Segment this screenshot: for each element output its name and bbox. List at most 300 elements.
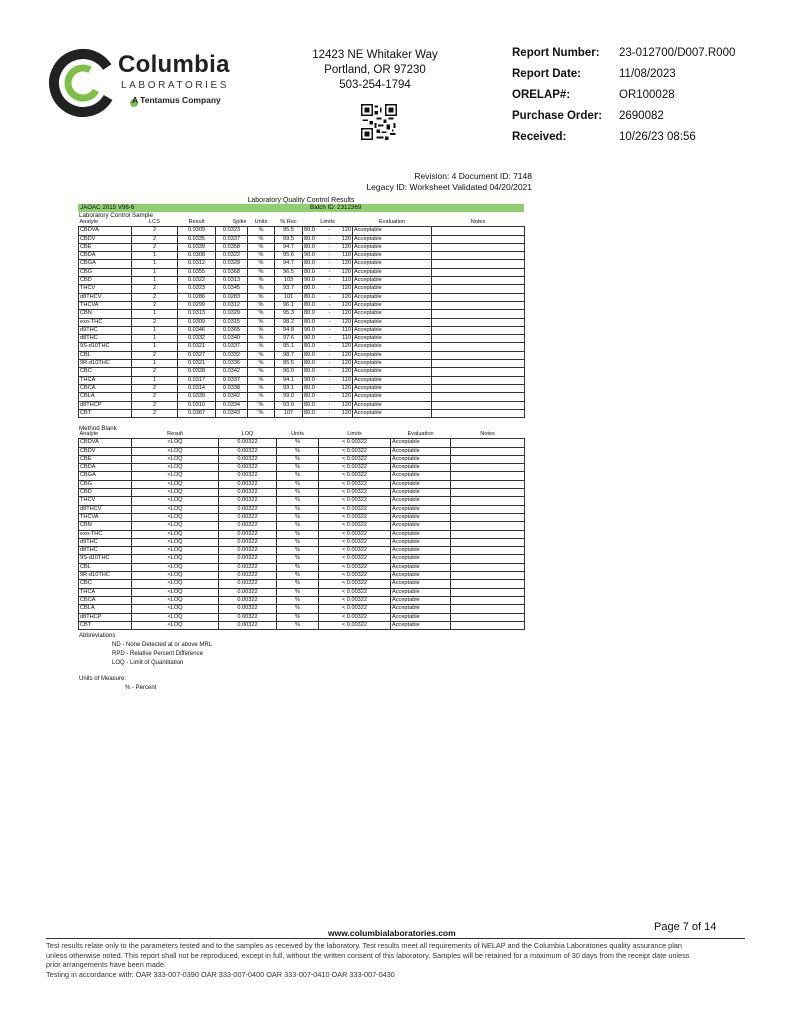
table-cell: Acceptable bbox=[353, 401, 432, 409]
table-cell: % bbox=[248, 368, 275, 376]
table-cell: 80.0 bbox=[303, 343, 323, 351]
table-cell: % bbox=[277, 439, 319, 447]
table-cell: 0.0283 bbox=[216, 293, 248, 301]
table-cell: CBDV bbox=[79, 235, 132, 243]
table-cell: 1 bbox=[132, 335, 178, 343]
table-cell: - bbox=[323, 252, 337, 260]
table-cell: Acceptable bbox=[391, 489, 451, 497]
table-cell: 80.0 bbox=[303, 260, 323, 268]
notes-cell bbox=[451, 522, 525, 530]
table-cell: - bbox=[323, 260, 337, 268]
table-cell: - bbox=[323, 277, 337, 285]
notes-cell bbox=[451, 538, 525, 546]
notes-cell bbox=[432, 243, 525, 251]
table-cell: - bbox=[323, 318, 337, 326]
table-cell: 80.0 bbox=[303, 360, 323, 368]
table-cell: % bbox=[277, 555, 319, 563]
meta-label: Received: bbox=[512, 131, 567, 143]
table-cell: 110 bbox=[337, 326, 353, 334]
table-cell: 0.0346 bbox=[178, 326, 216, 334]
table-cell: exo-THC bbox=[79, 318, 132, 326]
table-cell: <LOQ bbox=[132, 605, 219, 613]
table-cell: Acceptable bbox=[391, 497, 451, 505]
notes-cell bbox=[451, 547, 525, 555]
table-cell: 99.5 bbox=[275, 235, 303, 243]
table-cell: 94.1 bbox=[275, 376, 303, 384]
table-cell: % bbox=[277, 538, 319, 546]
notes-cell bbox=[451, 455, 525, 463]
notes-cell bbox=[432, 360, 525, 368]
table-row bbox=[79, 335, 525, 343]
table-cell: Acceptable bbox=[391, 480, 451, 488]
table-cell: 0.00322 bbox=[219, 480, 277, 488]
notes-cell bbox=[451, 563, 525, 571]
table-cell: 93.1 bbox=[275, 384, 303, 392]
table-cell: < 0.00322 bbox=[319, 439, 391, 447]
table-cell: 96.1 bbox=[275, 301, 303, 309]
table-cell: CBT bbox=[79, 621, 132, 629]
table-cell: 103 bbox=[275, 277, 303, 285]
table-cell: 0.0314 bbox=[178, 384, 216, 392]
table-cell: < 0.00322 bbox=[319, 605, 391, 613]
table-cell: 0.0329 bbox=[216, 310, 248, 318]
table-cell: 2 bbox=[132, 318, 178, 326]
notes-cell bbox=[432, 401, 525, 409]
table-cell: 80.0 bbox=[303, 285, 323, 293]
table-row bbox=[79, 268, 525, 276]
table-cell: < 0.00322 bbox=[319, 522, 391, 530]
column-header: Result bbox=[167, 431, 183, 437]
table-cell: 1 bbox=[132, 326, 178, 334]
table-cell: <LOQ bbox=[132, 613, 219, 621]
table-cell: 120 bbox=[337, 285, 353, 293]
table-cell: 0.00322 bbox=[219, 580, 277, 588]
table-cell: 0.00322 bbox=[219, 538, 277, 546]
table-cell: - bbox=[323, 235, 337, 243]
table-cell: < 0.00322 bbox=[319, 580, 391, 588]
table-cell: 120 bbox=[337, 235, 353, 243]
column-header: Notes bbox=[480, 431, 495, 437]
table-row bbox=[79, 530, 525, 538]
meta-value: 11/08/2023 bbox=[619, 68, 676, 80]
table-cell: <LOQ bbox=[132, 547, 219, 555]
table-row bbox=[79, 326, 525, 334]
table-cell: 94.8 bbox=[275, 326, 303, 334]
brand-tagline: A Tentamus Company bbox=[132, 95, 221, 105]
meta-label: Purchase Order: bbox=[512, 110, 603, 122]
table-cell: Acceptable bbox=[353, 301, 432, 309]
table-cell: 0.0312 bbox=[216, 301, 248, 309]
table-cell: 107 bbox=[275, 409, 303, 417]
table-cell: < 0.00322 bbox=[319, 455, 391, 463]
table-cell: Acceptable bbox=[353, 376, 432, 384]
table-cell: % bbox=[248, 384, 275, 392]
table-cell: - bbox=[323, 285, 337, 293]
table-cell: % bbox=[277, 547, 319, 555]
table-cell: 80.0 bbox=[303, 310, 323, 318]
table-cell: <LOQ bbox=[132, 497, 219, 505]
table-cell: 0.0312 bbox=[178, 260, 216, 268]
table-cell: 120 bbox=[337, 401, 353, 409]
table-cell: 0.0337 bbox=[216, 376, 248, 384]
table-row bbox=[79, 393, 525, 401]
table-row bbox=[79, 580, 525, 588]
meta-value: 2690082 bbox=[619, 110, 664, 122]
notes-cell bbox=[432, 393, 525, 401]
table-row bbox=[79, 555, 525, 563]
table-row bbox=[79, 596, 525, 604]
table-cell: < 0.00322 bbox=[319, 480, 391, 488]
table-cell: 1 bbox=[132, 310, 178, 318]
table-cell: <LOQ bbox=[132, 530, 219, 538]
table-cell: < 0.00322 bbox=[319, 547, 391, 555]
table-cell: 120 bbox=[337, 268, 353, 276]
table-cell: CBDA bbox=[79, 464, 132, 472]
table-cell: 0.0332 bbox=[178, 335, 216, 343]
table-row bbox=[79, 252, 525, 260]
table-cell: Acceptable bbox=[391, 472, 451, 480]
table-cell: 1 bbox=[132, 376, 178, 384]
table-cell: 0.00322 bbox=[219, 472, 277, 480]
table-cell: Acceptable bbox=[353, 318, 432, 326]
table-cell: 0.00322 bbox=[219, 588, 277, 596]
table-cell: THCV bbox=[79, 497, 132, 505]
table-cell: 0.0345 bbox=[216, 285, 248, 293]
table-cell: 0.0337 bbox=[216, 343, 248, 351]
table-cell: THCVA bbox=[79, 301, 132, 309]
table-cell: % bbox=[248, 285, 275, 293]
table-cell: % bbox=[248, 252, 275, 260]
notes-cell bbox=[451, 505, 525, 513]
table-cell: % bbox=[248, 293, 275, 301]
table-row bbox=[79, 605, 525, 613]
table-cell: < 0.00322 bbox=[319, 489, 391, 497]
table-cell: < 0.00322 bbox=[319, 596, 391, 604]
table-cell: CBE bbox=[79, 455, 132, 463]
table-cell: % bbox=[248, 227, 275, 235]
table-cell: Acceptable bbox=[391, 596, 451, 604]
notes-cell bbox=[451, 472, 525, 480]
table-cell: 0.0328 bbox=[178, 368, 216, 376]
notes-cell bbox=[432, 376, 525, 384]
table-cell: 95.5 bbox=[275, 360, 303, 368]
table-cell: 2 bbox=[132, 243, 178, 251]
meta-row bbox=[512, 110, 735, 131]
table-cell: - bbox=[323, 293, 337, 301]
table-cell: Acceptable bbox=[353, 335, 432, 343]
table-cell: 0.0365 bbox=[216, 326, 248, 334]
table-cell: 0.00322 bbox=[219, 464, 277, 472]
table-row bbox=[79, 480, 525, 488]
table-cell: 80.0 bbox=[303, 227, 323, 235]
meta-label: ORELAP#: bbox=[512, 89, 571, 101]
table-cell: 0.0339 bbox=[178, 393, 216, 401]
table-cell: - bbox=[323, 401, 337, 409]
table-cell: THCV bbox=[79, 285, 132, 293]
notes-cell bbox=[432, 384, 525, 392]
table-cell: 120 bbox=[337, 293, 353, 301]
table-cell: 0.00322 bbox=[219, 455, 277, 463]
table-cell: % bbox=[248, 301, 275, 309]
table-cell: <LOQ bbox=[132, 580, 219, 588]
table-cell: CBLA bbox=[79, 605, 132, 613]
table-row bbox=[79, 235, 525, 243]
table-cell: <LOQ bbox=[132, 455, 219, 463]
table-row bbox=[79, 343, 525, 351]
table-cell: CBL bbox=[79, 563, 132, 571]
table-cell: 0.00322 bbox=[219, 605, 277, 613]
table-cell: 0.00322 bbox=[219, 505, 277, 513]
table-cell: Acceptable bbox=[353, 343, 432, 351]
table-cell: d9THC bbox=[79, 538, 132, 546]
table-cell: CBDV bbox=[79, 447, 132, 455]
meta-label: Report Date: bbox=[512, 68, 582, 80]
table-cell: % bbox=[277, 588, 319, 596]
table-cell: 94.7 bbox=[275, 243, 303, 251]
table-cell: 0.0315 bbox=[216, 318, 248, 326]
table-cell: 0.0332 bbox=[216, 351, 248, 359]
table-cell: % bbox=[277, 455, 319, 463]
table-cell: % bbox=[277, 513, 319, 521]
table-row bbox=[79, 621, 525, 629]
table-cell: Acceptable bbox=[353, 268, 432, 276]
table-cell: 0.0342 bbox=[216, 393, 248, 401]
abbreviations-title: Abbreviations bbox=[79, 633, 116, 639]
table-cell: 95.3 bbox=[275, 310, 303, 318]
column-header: Analyte bbox=[79, 219, 99, 225]
table-cell: Acceptable bbox=[391, 613, 451, 621]
table-cell: - bbox=[323, 301, 337, 309]
table-cell: 80.0 bbox=[303, 243, 323, 251]
table-row bbox=[79, 285, 525, 293]
table-cell: 0.0323 bbox=[216, 227, 248, 235]
table-cell: % bbox=[248, 376, 275, 384]
table-cell: < 0.00322 bbox=[319, 505, 391, 513]
table-cell: % bbox=[248, 318, 275, 326]
disclaimer-line: prior arrangements have been made. bbox=[46, 960, 167, 969]
column-header: LCS bbox=[149, 219, 160, 225]
meta-label: Report Number: bbox=[512, 47, 600, 59]
table-cell: < 0.00322 bbox=[319, 464, 391, 472]
table-cell: 80.0 bbox=[303, 401, 323, 409]
table-cell: Acceptable bbox=[391, 505, 451, 513]
table-cell: - bbox=[323, 409, 337, 417]
table-cell: 0.00322 bbox=[219, 596, 277, 604]
table-row bbox=[79, 310, 525, 318]
table-cell: % bbox=[277, 580, 319, 588]
column-header: LOQ bbox=[241, 431, 254, 437]
table-cell: < 0.00322 bbox=[319, 621, 391, 629]
column-header: Evaluation bbox=[378, 219, 406, 225]
table-cell: 2 bbox=[132, 384, 178, 392]
table-cell: <LOQ bbox=[132, 538, 219, 546]
table-cell: % bbox=[277, 572, 319, 580]
table-cell: <LOQ bbox=[132, 588, 219, 596]
table-cell: 0.0313 bbox=[178, 310, 216, 318]
table-cell: - bbox=[323, 351, 337, 359]
lcs-table bbox=[78, 219, 525, 418]
table-cell: 0.00322 bbox=[219, 613, 277, 621]
table-row bbox=[79, 277, 525, 285]
table-cell: 9S-d10THC bbox=[79, 555, 132, 563]
table-cell: - bbox=[323, 310, 337, 318]
table-cell: 80.0 bbox=[303, 368, 323, 376]
table-cell: - bbox=[323, 368, 337, 376]
table-cell: 0.00322 bbox=[219, 547, 277, 555]
meta-value: OR100028 bbox=[619, 89, 675, 101]
notes-cell bbox=[451, 596, 525, 604]
table-cell: % bbox=[248, 409, 275, 417]
table-cell: CBD bbox=[79, 277, 132, 285]
table-cell: 1 bbox=[132, 343, 178, 351]
table-cell: - bbox=[323, 227, 337, 235]
table-row bbox=[79, 439, 525, 447]
table-row bbox=[79, 409, 525, 417]
abbreviations-list bbox=[112, 641, 212, 668]
table-cell: 0.0368 bbox=[216, 268, 248, 276]
table-cell: 2 bbox=[132, 351, 178, 359]
table-cell: 0.0322 bbox=[216, 252, 248, 260]
table-cell: % bbox=[248, 351, 275, 359]
table-cell: 0.0339 bbox=[178, 243, 216, 251]
table-cell: CBN bbox=[79, 522, 132, 530]
website-link[interactable]: www.columbialaboratories.com bbox=[328, 928, 456, 938]
batch-bar bbox=[78, 204, 524, 212]
table-row bbox=[79, 572, 525, 580]
table-cell: Acceptable bbox=[391, 538, 451, 546]
notes-cell bbox=[432, 285, 525, 293]
table-cell: CBDVA bbox=[79, 439, 132, 447]
table-cell: d9THC bbox=[79, 326, 132, 334]
table-cell: 0.00322 bbox=[219, 497, 277, 505]
table-cell: <LOQ bbox=[132, 489, 219, 497]
table-cell: 0.0313 bbox=[216, 277, 248, 285]
column-header: Units bbox=[291, 431, 304, 437]
table-cell: < 0.00322 bbox=[319, 572, 391, 580]
table-cell: 2 bbox=[132, 235, 178, 243]
notes-cell bbox=[432, 252, 525, 260]
table-cell: 0.0335 bbox=[178, 235, 216, 243]
table-cell: Acceptable bbox=[391, 513, 451, 521]
table-row bbox=[79, 301, 525, 309]
table-cell: CBG bbox=[79, 268, 132, 276]
table-cell: Acceptable bbox=[353, 227, 432, 235]
table-cell: % bbox=[277, 472, 319, 480]
table-cell: CBT bbox=[79, 409, 132, 417]
table-cell: < 0.00322 bbox=[319, 588, 391, 596]
revision-info bbox=[366, 171, 532, 193]
table-cell: 90.0 bbox=[303, 277, 323, 285]
lcs-section-title: Laboratory Control Sample bbox=[79, 212, 153, 219]
table-cell: 0.00322 bbox=[219, 447, 277, 455]
table-cell: Acceptable bbox=[391, 464, 451, 472]
table-row bbox=[79, 360, 525, 368]
table-cell: CBC bbox=[79, 368, 132, 376]
table-cell: 120 bbox=[337, 318, 353, 326]
notes-cell bbox=[432, 227, 525, 235]
qr-code bbox=[361, 104, 397, 140]
table-cell: CBCA bbox=[79, 384, 132, 392]
table-cell: 0.00322 bbox=[219, 513, 277, 521]
disclaimer-line: Test results relate only to the parameters tested and to the samples as received by the laboratory. Test results meet all requirements of NELAP and the Columbia Laboratories quality assurance plan bbox=[46, 941, 682, 950]
table-cell: % bbox=[277, 464, 319, 472]
table-cell: 110 bbox=[337, 376, 353, 384]
meta-row bbox=[512, 47, 735, 68]
brand-name: Columbia bbox=[118, 51, 230, 78]
table-cell: 9R-d10THC bbox=[79, 572, 132, 580]
table-cell: Acceptable bbox=[391, 439, 451, 447]
notes-cell bbox=[432, 343, 525, 351]
table-cell: 2 bbox=[132, 368, 178, 376]
notes-cell bbox=[451, 605, 525, 613]
table-cell: % bbox=[248, 243, 275, 251]
meta-row bbox=[512, 131, 735, 152]
table-cell: % bbox=[248, 360, 275, 368]
table-cell: 80.0 bbox=[303, 384, 323, 392]
table-cell: Acceptable bbox=[353, 384, 432, 392]
method-blank-table bbox=[78, 431, 525, 630]
table-cell: d8THCP bbox=[79, 401, 132, 409]
table-cell: 2 bbox=[132, 227, 178, 235]
table-row bbox=[79, 368, 525, 376]
table-cell: Acceptable bbox=[391, 588, 451, 596]
table-cell: THCA bbox=[79, 588, 132, 596]
table-cell: - bbox=[323, 343, 337, 351]
table-cell: 120 bbox=[337, 360, 353, 368]
table-row bbox=[79, 293, 525, 301]
table-cell: < 0.00322 bbox=[319, 447, 391, 455]
table-cell: 0.00322 bbox=[219, 563, 277, 571]
notes-cell bbox=[451, 588, 525, 596]
table-cell: 0.00322 bbox=[219, 555, 277, 563]
table-row bbox=[79, 538, 525, 546]
table-cell: 110 bbox=[337, 252, 353, 260]
notes-cell bbox=[432, 260, 525, 268]
table-cell: Acceptable bbox=[391, 580, 451, 588]
table-cell: Acceptable bbox=[353, 393, 432, 401]
table-cell: 2 bbox=[132, 393, 178, 401]
table-cell: 97.6 bbox=[275, 335, 303, 343]
table-cell: <LOQ bbox=[132, 563, 219, 571]
table-cell: Acceptable bbox=[353, 260, 432, 268]
table-cell: 2 bbox=[132, 301, 178, 309]
table-cell: 0.0338 bbox=[216, 384, 248, 392]
table-cell: 110 bbox=[337, 277, 353, 285]
table-row bbox=[79, 227, 525, 235]
table-cell: Acceptable bbox=[353, 293, 432, 301]
table-cell: 120 bbox=[337, 368, 353, 376]
revision-line: Revision: 4 Document ID: 7148 bbox=[414, 171, 532, 181]
table-cell: CBE bbox=[79, 243, 132, 251]
table-cell: - bbox=[323, 326, 337, 334]
table-cell: % bbox=[277, 497, 319, 505]
column-header: Analyte bbox=[79, 431, 99, 437]
table-cell: 101 bbox=[275, 293, 303, 301]
units-item: % - Percent bbox=[125, 685, 157, 691]
column-header: Evaluation bbox=[407, 431, 434, 437]
address-line: 12423 NE Whitaker Way bbox=[312, 49, 438, 61]
table-cell: Acceptable bbox=[353, 326, 432, 334]
table-cell: CBD bbox=[79, 489, 132, 497]
table-cell: 80.0 bbox=[303, 301, 323, 309]
table-cell: 0.0308 bbox=[178, 252, 216, 260]
notes-cell bbox=[451, 489, 525, 497]
table-cell: <LOQ bbox=[132, 522, 219, 530]
table-cell: CBLA bbox=[79, 393, 132, 401]
table-cell: Acceptable bbox=[391, 522, 451, 530]
table-cell: 80.0 bbox=[303, 318, 323, 326]
notes-cell bbox=[451, 480, 525, 488]
